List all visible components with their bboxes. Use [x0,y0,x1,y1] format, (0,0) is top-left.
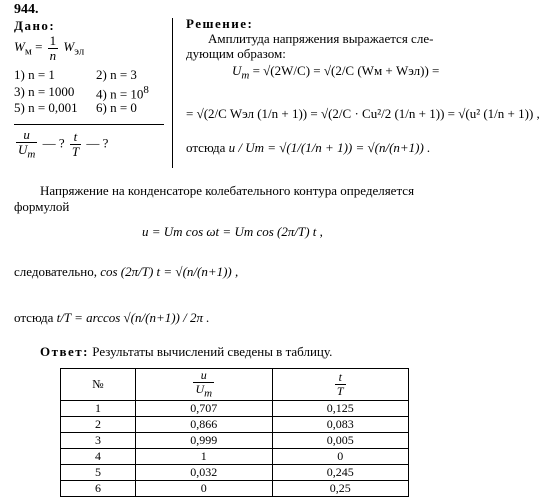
given-case-1: 1) n = 1 [14,67,55,82]
given-case-4: 4) $n = 10^8$ [96,84,149,102]
given-case-3: 3) n = 1000 [14,84,75,99]
formula-ratio: отсюда u / Um = √(1/(1/n + 1)) = √(n/(n+1)) . [186,140,431,155]
find-quantities: $\frac{u}{U_m}$ — ? $\frac{t}{T}$ — ? [18,127,109,161]
paragraph-line-2: формулой [14,199,70,214]
cell-u: 0,999 [136,432,273,448]
formula-amplitude: $U_m = √(2W/C) = √(2/C$ (Wм + Wэл)) = [232,63,440,82]
header-u-ratio: $\frac{u}{U_m}$ [136,369,273,401]
table-row [61,416,409,432]
cell-t: 0,245 [272,464,409,480]
cell-t: 0,083 [272,416,409,432]
given-relation: $W_м$ = $\frac{1}{n}$ $W_{эл}$ [14,33,85,63]
solution-intro-1: Амплитуда напряжения выражается сле- [208,31,434,46]
cell-u: 0,707 [136,400,273,416]
formula-expansion: = √(2/C Wэл (1/n + 1)) = √(2/C · Cu²/2 (1/n + 1)) = √(u² (1/n + 1)) , [186,106,540,121]
cell-t: 0 [272,448,409,464]
paragraph-line-1: Напряжение на конденсаторе колебательного контура определяется [40,183,415,198]
cell-n: 6 [61,480,136,496]
table-row [61,432,409,448]
table-row [61,448,409,464]
cell-n: 4 [61,448,136,464]
table-row [61,464,409,480]
table-row [61,400,409,416]
results-table [60,368,409,497]
cell-u: 1 [136,448,273,464]
solution-label: Решение: [186,16,254,31]
table-row [61,480,409,496]
header-number: № [61,369,136,401]
cell-t: 0,005 [272,432,409,448]
solution-intro-2: дующим образом: [186,46,286,61]
vertical-divider [172,18,173,168]
cell-n: 5 [61,464,136,480]
given-case-5: 5) n = 0,001 [14,100,78,115]
given-label: Дано: [14,18,56,33]
cell-t: 0,125 [272,400,409,416]
cell-u: 0,032 [136,464,273,480]
given-case-2: 2) n = 3 [96,67,137,82]
given-case-6: 6) n = 0 [96,100,137,115]
cell-n: 1 [61,400,136,416]
formula-time-ratio: отсюда t/T = arccos √(n/(n+1)) / 2π . [14,310,210,325]
formula-voltage: u = Um cos ωt = Um cos (2π/T) t , [142,224,323,239]
answer-line: Ответ: Результаты вычислений сведены в таблицу. [40,344,333,359]
cell-n: 2 [61,416,136,432]
problem-number: 944. [14,2,39,17]
cell-u: 0 [136,480,273,496]
header-t-ratio: $\frac{t}{T}$ [272,369,409,401]
given-divider [14,124,164,125]
cell-t: 0,25 [272,480,409,496]
formula-cos: следовательно, cos (2π/T) t = √(n/(n+1)) , [14,264,239,279]
cell-u: 0,866 [136,416,273,432]
table-header-row [61,369,409,401]
cell-n: 3 [61,432,136,448]
